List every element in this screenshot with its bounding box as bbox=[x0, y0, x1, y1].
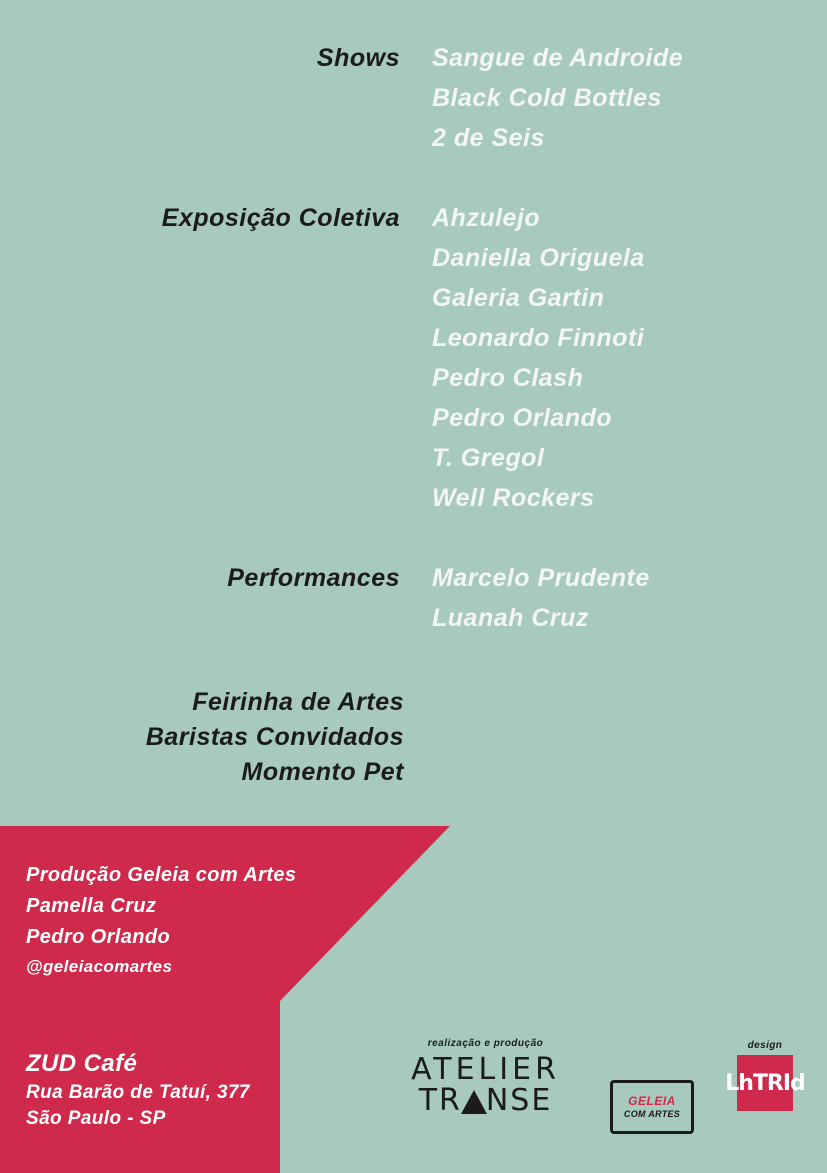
program-label: Performances bbox=[227, 564, 400, 592]
design-logo-mark bbox=[725, 1055, 805, 1111]
program-item: Ahzulejo bbox=[432, 204, 541, 232]
credits-block bbox=[26, 860, 446, 981]
program-item: Leonardo Finnoti bbox=[432, 324, 645, 352]
atelier-transe-logo bbox=[378, 1038, 593, 1117]
program-item: Black Cold Bottles bbox=[432, 84, 662, 112]
extra-item: Baristas Convidados bbox=[145, 723, 404, 751]
geleia-com-artes-logo bbox=[610, 1080, 694, 1134]
extra-item: Momento Pet bbox=[241, 758, 404, 786]
triangle-icon bbox=[461, 1090, 487, 1114]
program-item: Pedro Clash bbox=[432, 364, 584, 392]
design-credit-logo bbox=[725, 1040, 805, 1111]
program-label: Exposição Coletiva bbox=[161, 204, 400, 232]
program-listing bbox=[0, 38, 827, 678]
atelier-kicker: realização e produção bbox=[427, 1038, 544, 1049]
venue-address-line-1: Rua Barão de Tatuí, 377 bbox=[26, 1082, 250, 1103]
program-block-exposicao-coletiva bbox=[0, 198, 827, 518]
instagram-handle[interactable]: @geleiacomartes bbox=[26, 957, 173, 976]
venue-block bbox=[26, 1048, 326, 1132]
geleia-logo-line1: GELEIA bbox=[628, 1094, 676, 1108]
venue-address-line-2: São Paulo - SP bbox=[26, 1108, 166, 1129]
program-label: Shows bbox=[316, 44, 400, 72]
atelier-wordmark-line2 bbox=[378, 1085, 593, 1117]
geleia-logo-line2: COM ARTES bbox=[623, 1109, 681, 1119]
credits-name: Pedro Orlando bbox=[26, 926, 171, 948]
credits-title: Produção Geleia com Artes bbox=[26, 864, 297, 886]
program-items bbox=[400, 198, 800, 518]
program-item: Well Rockers bbox=[432, 484, 595, 512]
program-item: T. Gregol bbox=[432, 444, 545, 472]
program-item: Marcelo Prudente bbox=[432, 564, 650, 592]
atelier-word2-suffix: NSE bbox=[485, 1083, 553, 1118]
design-logo-text: LhTRId bbox=[725, 1070, 805, 1096]
program-item: Galeria Gartin bbox=[432, 284, 605, 312]
atelier-word2-prefix: TR bbox=[418, 1083, 462, 1118]
program-block-performances bbox=[0, 558, 827, 638]
program-item: Luanah Cruz bbox=[432, 604, 589, 632]
program-item: Sangue de Androide bbox=[432, 44, 684, 72]
program-block-shows bbox=[0, 38, 827, 158]
footer-logos bbox=[360, 1030, 810, 1160]
program-item: Pedro Orlando bbox=[432, 404, 613, 432]
program-items bbox=[400, 38, 800, 158]
extras-list bbox=[0, 685, 404, 790]
atelier-wordmark-line1: ATELIER bbox=[411, 1052, 560, 1087]
credits-name: Pamella Cruz bbox=[26, 895, 157, 917]
program-item: 2 de Seis bbox=[432, 124, 545, 152]
extra-item: Feirinha de Artes bbox=[192, 688, 404, 716]
program-items bbox=[400, 558, 800, 638]
design-kicker: design bbox=[747, 1040, 783, 1051]
venue-name: ZUD Café bbox=[26, 1050, 138, 1077]
program-item: Daniella Origuela bbox=[432, 244, 645, 272]
